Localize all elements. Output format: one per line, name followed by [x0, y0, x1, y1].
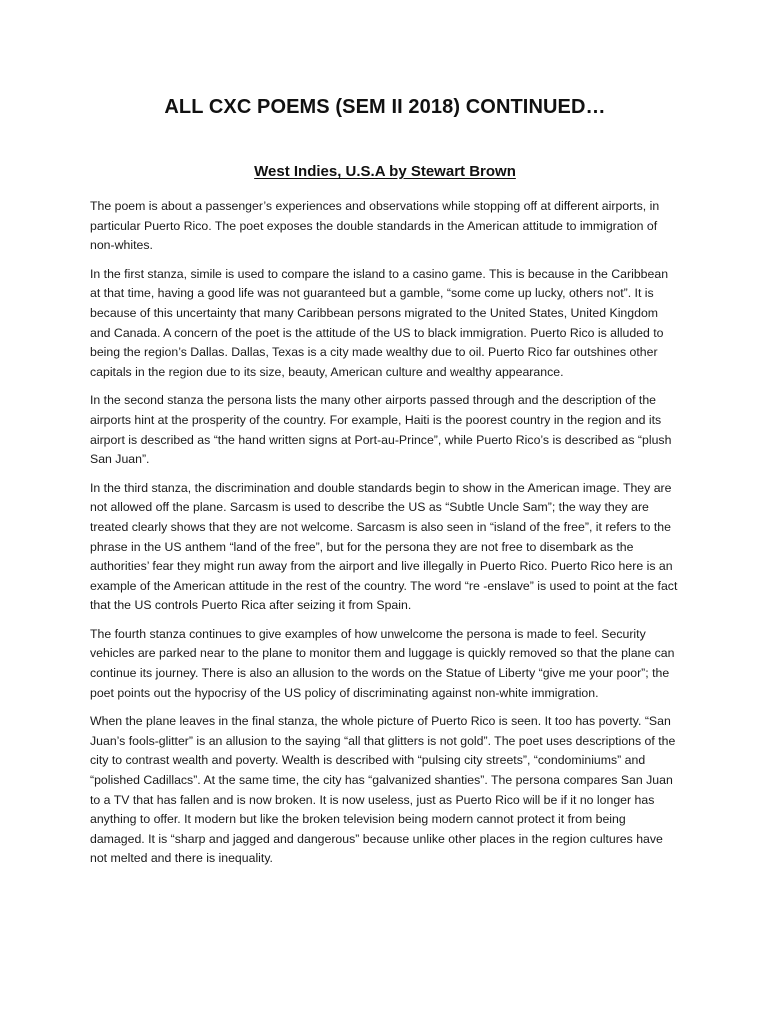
- paragraph-intro: The poem is about a passenger’s experiences and observations while stopping off at different airports, in particular Puerto Rico. The poet exposes the double standards in the American attitude to immigration of non-whites.: [90, 199, 660, 253]
- essay-body: [90, 197, 680, 869]
- paragraph-third-stanza: In the third stanza, the discrimination and double standards begin to show in the American image. They are not allowed off the plane. Sarcasm is used to describe the US as “Subtle Uncle Sam”; the way they are treated clearly shows that they are not welcome. Sarcasm is also seen in “island of the free”, it refers to the phrase in the US anthem “land of the free”, but for the persona they are not free to disembark as the authorities’ fear they might run away from the airport and live illegally in Puerto Rico. Puerto Rico here is an example of the American attitude in the rest of the country. The word “re -enslave” is used to point at the fact that the US controls Puerto Rica after seizing it from Spain.: [90, 480, 678, 613]
- paragraph-first-stanza: In the first stanza, simile is used to compare the island to a casino game. This is because in the Caribbean at that time, having a good life was not guaranteed but a gamble, “some come up lucky, others not”. It is because of this uncertainty that many Caribbean persons migrated to the United States, United Kingdom and Canada. A concern of the poet is the attitude of the US to black immigration. Puerto Rico is alluded to being the region’s Dallas. Dallas, Texas is a city made wealthy due to oil. Puerto Rico far outshines other capitals in the region due to its size, beauty, American culture and wealthy appearance.: [90, 266, 669, 379]
- paragraph-final-stanza: When the plane leaves in the final stanza, the whole picture of Puerto Rico is seen. It too has poverty. “San Juan’s fools-glitter” is an allusion to the saying “all that glitters is not gold”. The poet uses descriptions of the city to contrast wealth and poverty. Wealth is described with “pulsing city streets”, “condominiums” and “polished Cadillacs”. At the same time, the city has “galvanized shanties”. The persona compares San Juan to a TV that has fallen and is now broken. It is now useless, just as Puerto Rico will be if it no longer has anything to offer. It modern but like the broken television being modern cannot protect it from being damaged. It is “sharp and jagged and dangerous” because unlike other places in the region cultures have not melted and there is inequality.: [90, 714, 676, 866]
- poem-heading: West Indies, U.S.A by Stewart Brown: [254, 163, 516, 180]
- paragraph-second-stanza: In the second stanza the persona lists the many other airports passed through and the description of the airports hint at the prosperity of the country. For example, Haiti is the poorest country in the region and its airport is described as “the hand written signs at Port-au-Prince”, while Puerto Rico’s is described as “plush San Juan”.: [90, 393, 672, 467]
- paragraph-fourth-stanza: The fourth stanza continues to give examples of how unwelcome the persona is made to feel. Security vehicles are parked near to the plane to monitor them and luggage is quickly removed so that the plane can continue its journey. There is also an allusion to the words on the Statue of Liberty “give me your poor”; the poet points out the hypocrisy of the US policy of discriminating against non-white immigration.: [90, 626, 675, 700]
- document-title: ALL CXC POEMS (SEM II 2018) CONTINUED…: [164, 96, 606, 118]
